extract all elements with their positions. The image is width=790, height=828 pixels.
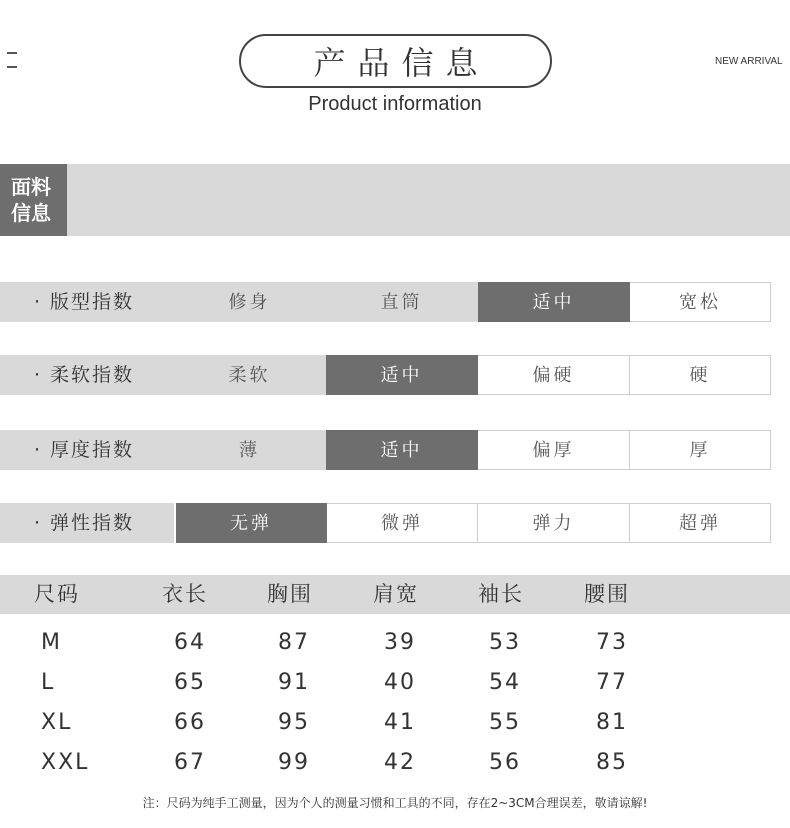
size-row: [0, 665, 790, 701]
index-label: · 柔软指数: [0, 355, 174, 395]
size-cell: 42: [384, 750, 416, 775]
size-cell: 67: [174, 750, 206, 775]
size-table-header: [0, 575, 790, 614]
size-header-cell: 衣长: [162, 582, 208, 606]
size-header-cell: 胸围: [267, 582, 313, 606]
size-cell: 77: [596, 670, 628, 695]
index-row-thickness: [0, 430, 771, 470]
index-option: 修身: [174, 282, 326, 322]
index-option: 厚: [630, 430, 771, 470]
index-label: · 厚度指数: [0, 430, 174, 470]
fabric-heading-line2: 信息: [11, 201, 51, 225]
size-cell: 39: [384, 630, 416, 655]
index-option: 微弹: [327, 503, 478, 543]
index-option: 超弹: [630, 503, 771, 543]
index-label: · 弹性指数: [0, 503, 174, 543]
fabric-heading: [0, 164, 67, 236]
size-cell: 85: [596, 750, 628, 775]
size-cell: XXL: [41, 750, 90, 775]
index-option: 柔软: [174, 355, 326, 395]
size-header-cell: 肩宽: [373, 582, 419, 606]
size-cell: 81: [596, 710, 628, 735]
index-option: 硬: [630, 355, 771, 395]
index-row-softness: [0, 355, 771, 395]
index-option: 宽松: [630, 282, 771, 322]
corner-mark-icon: [7, 52, 17, 68]
page-title: 产品信息: [239, 34, 552, 88]
index-label: · 版型指数: [0, 282, 174, 322]
fabric-banner: [0, 164, 790, 236]
size-cell: 55: [489, 710, 521, 735]
size-cell: 99: [278, 750, 310, 775]
size-cell: 95: [278, 710, 310, 735]
measurement-note: 注：尺码为纯手工测量，因为个人的测量习惯和工具的不同，存在2~3CM合理误差，敬请谅解!: [142, 796, 648, 810]
page-subtitle: Product information: [308, 93, 482, 115]
size-cell: 54: [489, 670, 521, 695]
index-row-fit: [0, 282, 771, 322]
size-row: [0, 745, 790, 781]
index-option: 适中: [478, 282, 630, 322]
size-cell: 56: [489, 750, 521, 775]
size-cell: 91: [278, 670, 310, 695]
index-option: 直筒: [326, 282, 478, 322]
index-option: 偏硬: [478, 355, 630, 395]
index-option: 弹力: [478, 503, 630, 543]
size-cell: M: [41, 630, 62, 655]
index-option: 偏厚: [478, 430, 630, 470]
size-header-cell: 腰围: [584, 582, 630, 606]
size-cell: 64: [174, 630, 206, 655]
index-row-elasticity: [0, 503, 771, 543]
index-option: 无弹: [176, 503, 327, 543]
size-header-cell: 袖长: [478, 582, 524, 606]
size-cell: 41: [384, 710, 416, 735]
size-row: [0, 705, 790, 741]
size-cell: L: [41, 670, 56, 695]
index-option: 适中: [326, 355, 478, 395]
size-row: [0, 625, 790, 661]
size-cell: 40: [384, 670, 416, 695]
size-cell: 65: [174, 670, 206, 695]
new-arrival-tag: NEW ARRIVAL: [715, 56, 783, 67]
size-cell: 87: [278, 630, 310, 655]
size-cell: 66: [174, 710, 206, 735]
size-cell: 73: [596, 630, 628, 655]
size-header-cell: 尺码: [34, 582, 80, 606]
fabric-heading-line1: 面料: [11, 175, 51, 199]
size-cell: 53: [489, 630, 521, 655]
index-option: 适中: [326, 430, 478, 470]
size-cell: XL: [41, 710, 73, 735]
index-option: 薄: [174, 430, 326, 470]
